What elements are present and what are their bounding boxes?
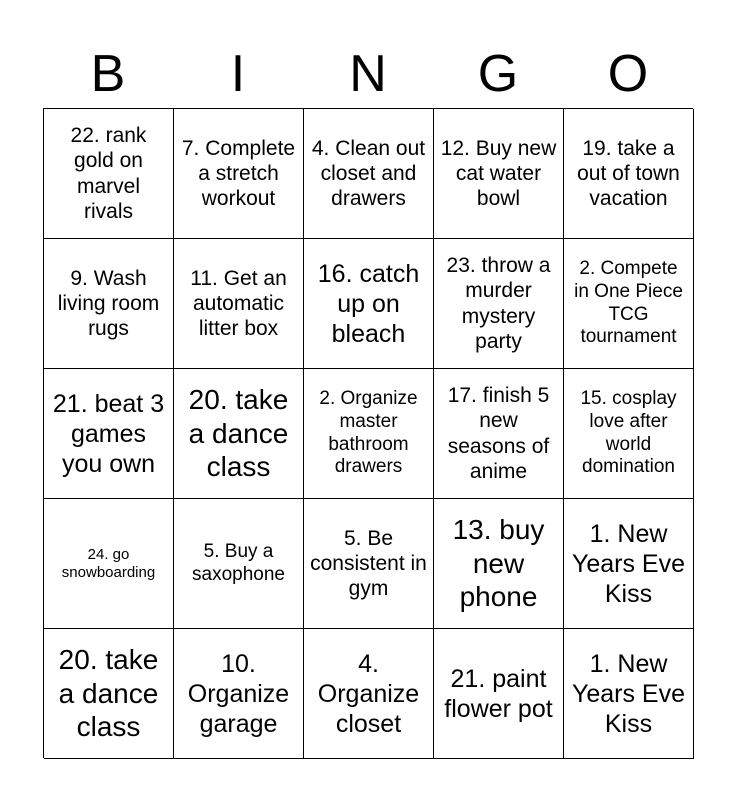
bingo-cell-text: 1. New Years Eve Kiss (571, 519, 686, 608)
header-letter-i: I (230, 45, 246, 103)
bingo-cell-text: 20. take a dance class (58, 644, 159, 743)
bingo-cell-r1c1[interactable] (44, 109, 174, 239)
bingo-cell-r1c4[interactable] (434, 109, 564, 239)
bingo-cell-r1c3[interactable] (304, 109, 434, 239)
bingo-cell-text: 2. Organize master bathroom drawers (319, 387, 418, 478)
bingo-cell-text: 20. take a dance class (188, 384, 289, 483)
header-letter-o: O (607, 45, 649, 103)
bingo-grid (43, 108, 693, 758)
header-letter-n: N (349, 45, 387, 103)
bingo-cell-r3c3[interactable] (304, 369, 434, 499)
bingo-cell-r5c3[interactable] (304, 629, 434, 759)
bingo-cell-text: 21. beat 3 games you own (52, 389, 165, 478)
bingo-cell-text: 7. Complete a stretch workout (181, 136, 296, 211)
bingo-cell-r5c2[interactable] (174, 629, 304, 759)
header-letter-b: B (90, 45, 126, 103)
bingo-cell-text: 17. finish 5 new seasons of anime (447, 384, 550, 483)
bingo-cell-r2c5[interactable] (564, 239, 694, 369)
bingo-cell-text: 11. Get an automatic litter box (190, 266, 287, 341)
bingo-cell-text: 22. rank gold on marvel rivals (70, 124, 147, 223)
bingo-cell-r4c5[interactable] (564, 499, 694, 629)
bingo-cell-text: 4. Clean out closet and drawers (311, 136, 426, 211)
bingo-cell-r2c3[interactable] (304, 239, 434, 369)
bingo-cell-text: 19. take a out of town vacation (577, 136, 680, 211)
bingo-cell-r5c4[interactable] (434, 629, 564, 759)
bingo-cell-text: 21. paint flower pot (444, 664, 553, 723)
bingo-cell-r2c2[interactable] (174, 239, 304, 369)
bingo-cell-text: 15. cosplay love after world domination (580, 387, 677, 478)
bingo-cell-r3c2[interactable] (174, 369, 304, 499)
bingo-cell-text: 5. Be consistent in gym (310, 526, 427, 601)
bingo-cell-text: 12. Buy new cat water bowl (440, 136, 557, 211)
bingo-cell-text: 1. New Years Eve Kiss (571, 649, 686, 738)
bingo-cell-r4c4[interactable] (434, 499, 564, 629)
bingo-cell-text: 13. buy new phone (452, 514, 545, 613)
bingo-cell-text: 9. Wash living room rugs (57, 266, 160, 341)
bingo-cell-r4c2[interactable] (174, 499, 304, 629)
bingo-cell-text: 16. catch up on bleach (317, 259, 420, 348)
bingo-cell-r5c1[interactable] (44, 629, 174, 759)
bingo-header (43, 40, 693, 108)
bingo-cell-r3c1[interactable] (44, 369, 174, 499)
bingo-cell-text: 10. Organize garage (187, 649, 290, 738)
bingo-cell-text: 24. go snowboarding (61, 545, 156, 581)
bingo-cell-r2c4[interactable] (434, 239, 564, 369)
bingo-cell-r2c1[interactable] (44, 239, 174, 369)
bingo-cell-r5c5[interactable] (564, 629, 694, 759)
bingo-cell-r1c2[interactable] (174, 109, 304, 239)
bingo-cell-text: 2. Compete in One Piece TCG tournament (574, 257, 683, 348)
bingo-cell-text: 4. Organize closet (317, 649, 420, 738)
bingo-cell-r4c3[interactable] (304, 499, 434, 629)
header-letter-g: G (477, 45, 519, 103)
bingo-cell-text: 5. Buy a saxophone (192, 540, 285, 585)
bingo-cell-r4c1[interactable] (44, 499, 174, 629)
bingo-cell-r3c5[interactable] (564, 369, 694, 499)
bingo-cell-r1c5[interactable] (564, 109, 694, 239)
bingo-cell-text: 23. throw a murder mystery party (446, 254, 551, 353)
bingo-cell-r3c4[interactable] (434, 369, 564, 499)
